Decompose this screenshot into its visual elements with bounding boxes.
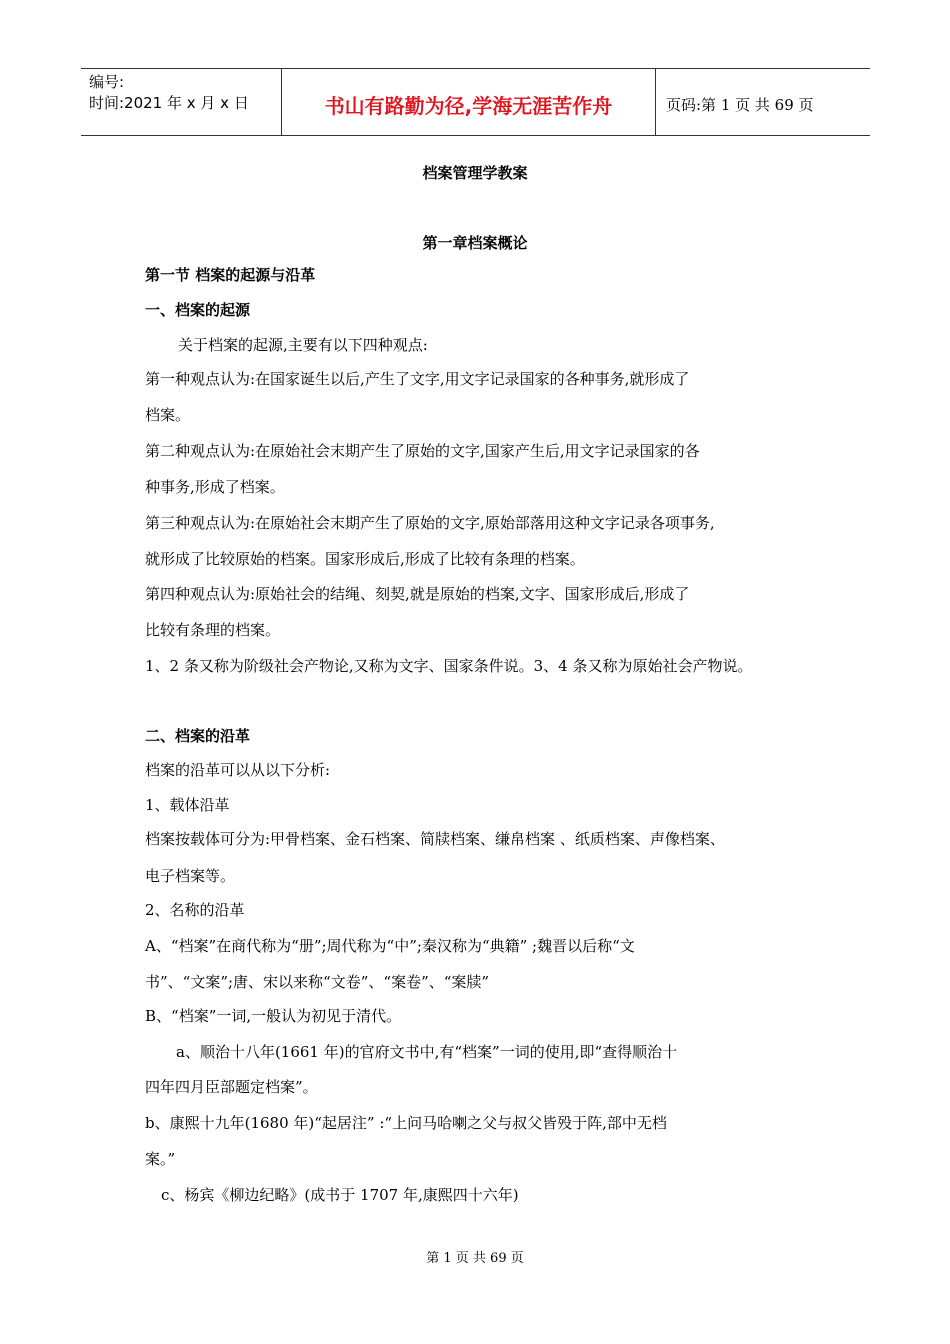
header-left-cell — [81, 69, 282, 135]
number-label: 编号: — [89, 73, 125, 91]
paragraph: 第三种观点认为:在原始社会末期产生了原始的文字,原始部落用这种文字记录各项事务, — [145, 514, 715, 532]
paragraph: 1、2 条又称为阶级社会产物论,又称为文字、国家条件说。3、4 条又称为原始社会产物说。 — [145, 657, 753, 675]
document-title: 档案管理学教案 — [422, 164, 528, 182]
paragraph: 第一种观点认为:在国家诞生以后,产生了文字,用文字记录国家的各种事务,就形成了 — [145, 370, 690, 388]
paragraph: 四年四月臣部题定档案”。 — [145, 1078, 318, 1096]
paragraph: a、顺治十八年(1661 年)的官府文书中,有“档案”一词的使用,即“查得顺治十 — [176, 1043, 678, 1061]
paragraph: c、杨宾《柳边纪略》(成书于 1707 年,康熙四十六年) — [161, 1186, 519, 1204]
subheading-evolution: 二、档案的沿革 — [145, 727, 251, 745]
paragraph: 书”、“文案”;唐、宋以来称“文卷”、“案卷”、“案牍” — [145, 973, 490, 991]
paragraph: 第四种观点认为:原始社会的结绳、刻契,就是原始的档案,文字、国家形成后,形成了 — [145, 585, 690, 603]
paragraph: 档案。 — [145, 406, 191, 424]
motto: 书山有路勤为径,学海无涯苦作舟 — [282, 69, 656, 135]
paragraph: 就形成了比较原始的档案。国家形成后,形成了比较有条理的档案。 — [145, 550, 585, 568]
paragraph: 档案的沿革可以从以下分析: — [145, 761, 331, 779]
chapter-heading: 第一章档案概论 — [422, 234, 528, 252]
paragraph: b、康熙十九年(1680 年)“起居注” :“上问马哈喇之父与叔父皆殁于阵,部中无档 — [145, 1114, 667, 1132]
paragraph: 种事务,形成了档案。 — [145, 478, 285, 496]
section-heading: 第一节 档案的起源与沿革 — [145, 266, 316, 284]
subheading-origin: 一、档案的起源 — [145, 301, 251, 319]
paragraph: 1、载体沿革 — [145, 796, 230, 814]
paragraph: 2、名称的沿革 — [145, 901, 245, 919]
paragraph: B、“档案”一词,一般认为初见于清代。 — [145, 1007, 402, 1025]
paragraph: 档案按载体可分为:甲骨档案、金石档案、简牍档案、缣帛档案 、纸质档案、声像档案、 — [145, 830, 725, 848]
header-table — [81, 68, 870, 136]
paragraph: 比较有条理的档案。 — [145, 621, 281, 639]
paragraph: 电子档案等。 — [145, 867, 236, 885]
paragraph: 第二种观点认为:在原始社会末期产生了原始的文字,国家产生后,用文字记录国家的各 — [145, 442, 700, 460]
paragraph: A、“档案”在商代称为“册”;周代称为“中”;秦汉称为“典籍” ;魏晋以后称“文 — [145, 937, 635, 955]
header-page-info: 页码:第 1 页 共 69 页 — [666, 95, 814, 114]
paragraph: 案。” — [145, 1150, 176, 1168]
footer-page-number: 第 1 页 共 69 页 — [426, 1251, 524, 1266]
date-label: 时间:2021 年 x 月 x 日 — [89, 94, 249, 112]
paragraph: 关于档案的起源,主要有以下四种观点: — [178, 336, 428, 354]
